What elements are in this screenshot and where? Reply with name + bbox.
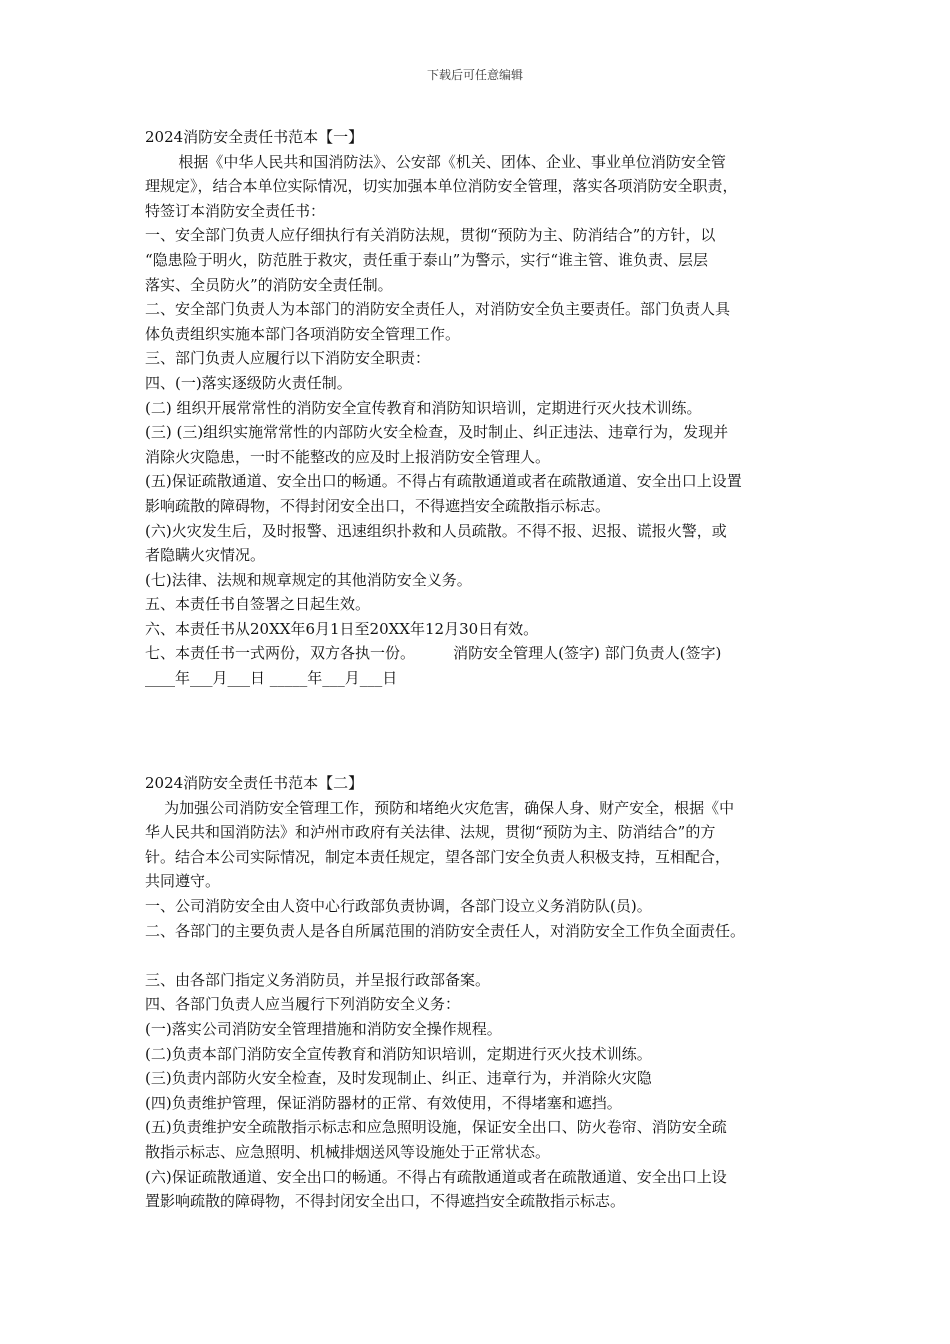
text-line: 散指示标志、应急照明、机械排烟送风等设施处于正常状态。 xyxy=(145,1142,551,1161)
section-1 xyxy=(145,125,813,691)
text-line: (一)落实公司消防安全管理措施和消防安全操作规程。 xyxy=(145,1019,502,1038)
text-line: 体负责组织实施本部门各项消防安全管理工作。 xyxy=(145,324,461,343)
text-line: 六、本责任书从20XX年6月1日至20XX年12月30日有效。 xyxy=(145,619,539,638)
text-line: 四、各部门负责人应当履行下列消防安全义务： xyxy=(145,995,461,1014)
text-line: 三、由各部门指定义务消防员，并呈报行政部备案。 xyxy=(145,970,491,989)
text-line: (六)保证疏散通道、安全出口的畅通。不得占有疏散通道或者在疏散通道、安全出口上设 xyxy=(145,1167,727,1186)
text-line: 针。结合本公司实际情况，制定本责任规定，望各部门安全负责人积极支持，互相配合， xyxy=(145,847,731,866)
text-line: 二、安全部门负责人为本部门的消防安全责任人，对消防安全负主要责任。部门负责人具 xyxy=(145,300,731,319)
text-line: 消除火灾隐患，一时不能整改的应及时上报消防安全管理人。 xyxy=(145,447,551,466)
text-line: 一、公司消防安全由人资中心行政部负责协调，各部门设立义务消防队(员)。 xyxy=(145,896,652,915)
text-line: (二) 组织开展常常性的消防安全宣传教育和消防知识培训，定期进行灭火技术训练。 xyxy=(145,398,702,417)
text-line: 华人民共和国消防法》和泸州市政府有关法律、法规，贯彻“预防为主、防消结合”的方 xyxy=(145,823,716,842)
page-header: 下载后可任意编辑 xyxy=(426,68,523,82)
text-line: 落实、全员防火”的消防安全责任制。 xyxy=(145,275,393,294)
text-line: ____年___月___日 _____年___月___日 xyxy=(145,669,398,688)
section-1-body xyxy=(145,150,813,691)
text-line: 七、本责任书一式两份，双方各执一份。 消防安全管理人(签字) 部门负责人(签字) xyxy=(145,644,722,663)
text-line: 影响疏散的障碍物，不得封闭安全出口，不得遮挡安全疏散指示标志。 xyxy=(145,496,611,515)
text-line: (三) (三)组织实施常常性的内部防火安全检查，及时制止、纠正违法、违章行为，发现并 xyxy=(145,423,729,442)
text-line: 共同遵守。 xyxy=(145,872,221,891)
section-2-title: 2024消防安全责任书范本【二】 xyxy=(145,774,364,792)
text-line: “隐患险于明火，防范胜于救灾，责任重于泰山”为警示，实行“谁主管、谁负责、层层 xyxy=(145,250,709,269)
text-line: (六)火灾发生后，及时报警、迅速组织扑救和人员疏散。不得不报、迟报、谎报火警，或 xyxy=(145,521,727,540)
text-line: 特签订本消防安全责任书： xyxy=(145,201,326,220)
section-2 xyxy=(145,771,813,1214)
text-line: 置影响疏散的障碍物，不得封闭安全出口，不得遮挡安全疏散指示标志。 xyxy=(145,1192,626,1211)
text-line: (四)负责维护管理，保证消防器材的正常、有效使用，不得堵塞和遮挡。 xyxy=(145,1093,622,1112)
text-line: 四、(一)落实逐级防火责任制。 xyxy=(145,373,352,392)
section-2-body xyxy=(145,796,813,1214)
text-line: (七)法律、法规和规章规定的其他消防安全义务。 xyxy=(145,570,472,589)
text-line: 理规定》，结合本单位实际情况，切实加强本单位消防安全管理，落实各项消防安全职责， xyxy=(145,177,738,196)
text-line: 为加强公司消防安全管理工作，预防和堵绝火灾危害，确保人身、财产安全，根据《中 xyxy=(145,798,735,817)
text-line: 二、各部门的主要负责人是各自所属范围的消防安全责任人，对消防安全工作负全面责任。 xyxy=(145,921,746,940)
text-line: 一、安全部门负责人应仔细执行有关消防法规，贯彻“预防为主、防消结合”的方针，以 xyxy=(145,226,716,245)
text-line: 五、本责任书自签署之日起生效。 xyxy=(145,595,371,614)
text-line: 三、部门负责人应履行以下消防安全职责： xyxy=(145,349,431,368)
section-1-title: 2024消防安全责任书范本【一】 xyxy=(145,128,364,146)
text-line: 根据《中华人民共和国消防法》、公安部《机关、团体、企业、事业单位消防安全管 xyxy=(145,152,726,171)
text-line: (三)负责内部防火安全检查，及时发现制止、纠正、违章行为，并消除火灾隐 xyxy=(145,1069,652,1088)
text-line: (二)负责本部门消防安全宣传教育和消防知识培训，定期进行灭火技术训练。 xyxy=(145,1044,652,1063)
text-line: (五)负责维护安全疏散指示标志和应急照明设施，保证安全出口、防火卷帘、消防安全疏 xyxy=(145,1118,727,1137)
text-line xyxy=(145,943,813,968)
text-line: (五)保证疏散通道、安全出口的畅通。不得占有疏散通道或者在疏散通道、安全出口上设置 xyxy=(145,472,742,491)
text-line: 者隐瞒火灾情况。 xyxy=(145,546,266,565)
